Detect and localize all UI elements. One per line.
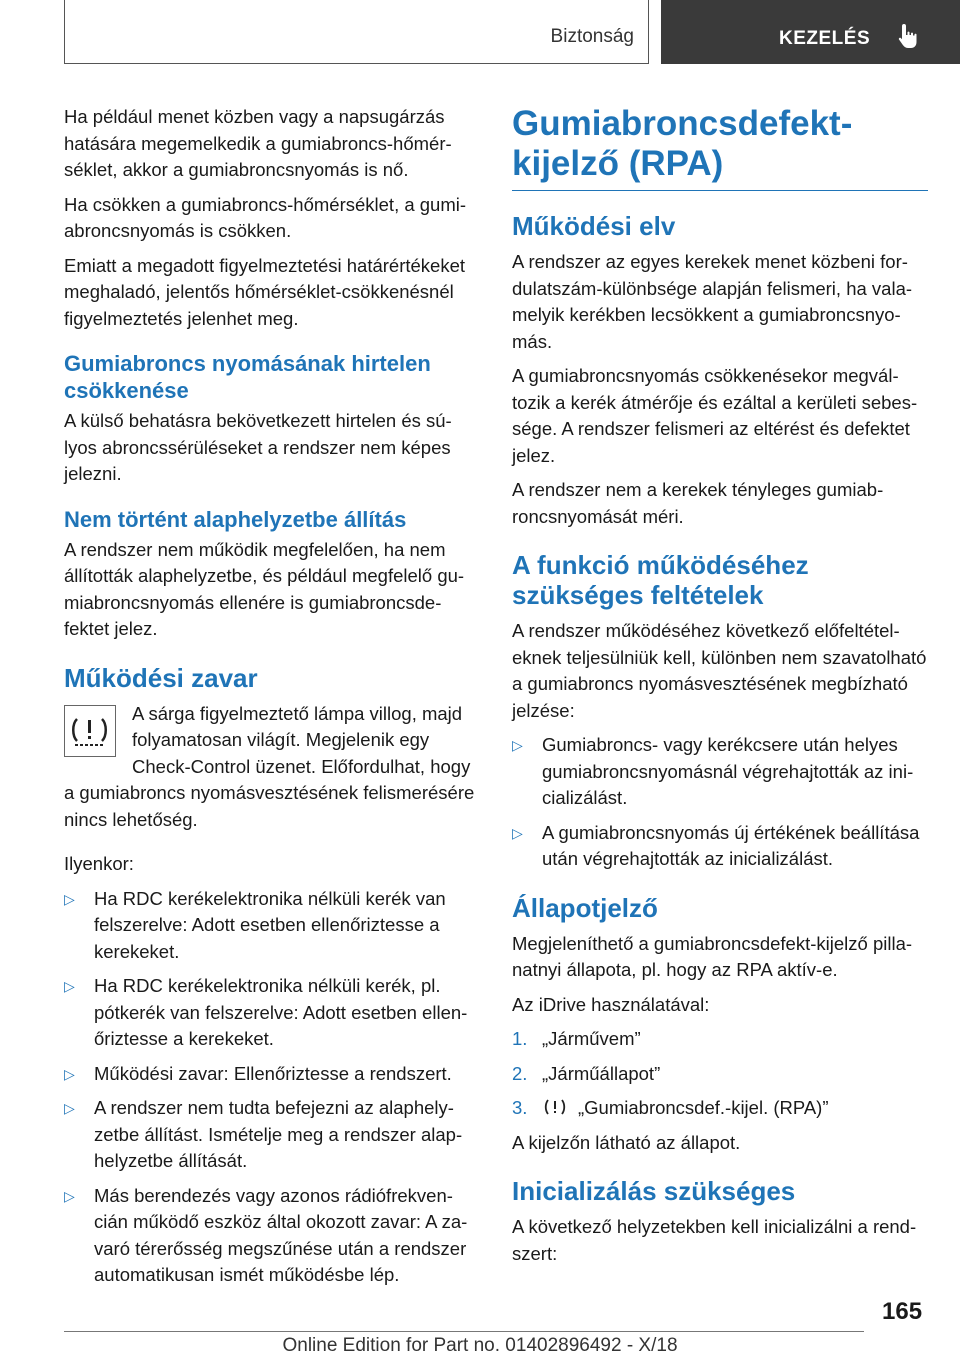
triangle-bullet-icon: ▷ bbox=[512, 737, 523, 753]
triangle-bullet-icon: ▷ bbox=[512, 824, 523, 841]
malfunction-heading: Működési zavar bbox=[64, 662, 258, 693]
ilyenkor-label: Ilyenkor: bbox=[64, 853, 134, 874]
triangle-bullet-icon: ▷ bbox=[64, 1187, 75, 1204]
intro-paragraph: Ha csökken a gumiabroncs-hőmérséklet, a gumiabroncsnyomás is csökken. bbox=[64, 193, 467, 241]
principle-text: A rendszer nem a kerekek tényleges gumiabroncsnyomását méri. bbox=[512, 479, 884, 527]
conditions-text: A rendszer működéséhez következő előfeltételeknek teljesülniük kell, különben nem szavatolható a gumiabroncs nyomásvesztésének megbízható jelzése: bbox=[512, 620, 927, 721]
tire-warning-small-icon bbox=[542, 1097, 568, 1117]
status-text: Megjeleníthető a gumiabroncsdefekt-kijelző pillanatnyi állapota, pl. hogy az RPA aktív-e. bbox=[512, 932, 913, 980]
footer-divider bbox=[64, 1331, 864, 1332]
sudden-loss-heading: Gumiabroncs nyomásának hirtelen csökkenése bbox=[64, 351, 431, 403]
page-title: Gumiabroncsdefekt-kijelző (RPA) bbox=[512, 104, 853, 183]
footer-edition: Online Edition for Part no. 01402896492 - X/18 bbox=[282, 1335, 678, 1356]
principle-text: A gumiabroncsnyomás csökkenésekor megváltozik a kerék átmérője és ezáltal a kerületi sebessége. A rendszer felismeri az eltérést és defektet jelez. bbox=[512, 365, 918, 466]
list-item: ▷ Ha RDC kerékelektronika nélküli kerék, pl. pótkerék van felszerelve: Adott esetben ellenőriztesse a kerekeket. bbox=[64, 975, 468, 1049]
conditions-heading: A funkció működéséhez szükséges feltételek bbox=[512, 550, 809, 610]
status-after-text: A kijelzőn látható az állapot. bbox=[512, 1131, 741, 1153]
header-chapter-title: KEZELÉS bbox=[779, 28, 871, 49]
triangle-bullet-icon: ▷ bbox=[64, 890, 75, 907]
list-item: ▷ A rendszer nem tudta befejezni az alaphelyzetbe állítást. Ismételje meg a rendszer alaphelyzetbe állítását. bbox=[64, 1097, 463, 1171]
list-item: ▷ Működési zavar: Ellenőriztesse a rendszert. bbox=[64, 1061, 476, 1088]
triangle-bullet-icon: ▷ bbox=[64, 1100, 75, 1116]
header-chapter-box bbox=[661, 0, 960, 64]
page-number: 165 bbox=[882, 1298, 923, 1325]
left-column bbox=[64, 104, 476, 1297]
principle-text: A rendszer az egyes kerekek menet közbeni fordulatszám-különbsége alapján felismeri, ha valamelyik kerékben lecsökkent a gumiabroncsnyomás. bbox=[512, 251, 913, 352]
malfunction-text: A sárga figyelmeztető lámpa villog, majd folyamatosan világít. Megjelenik egy Check-Control üzenet. Előfordulhat, hogy a gumiabroncs nyomásvesztésének felismerésére nincs lehetőség. bbox=[64, 702, 475, 830]
intro-paragraph: Emiatt a megadott figyelmeztetési határértékeket meghaladó, jelentős hőmérséklet-csökkenésnél figyelmeztetés jelenhet meg. bbox=[64, 254, 466, 329]
header-section-box bbox=[64, 0, 649, 64]
list-item: 2. „Járműállapot” bbox=[512, 1062, 661, 1084]
hand-pointer-icon bbox=[895, 21, 925, 51]
title-divider bbox=[512, 190, 928, 191]
init-heading: Inicializálás szükséges bbox=[512, 1176, 796, 1206]
no-reset-heading: Nem történt alaphelyzetbe állítás bbox=[64, 506, 407, 532]
right-column bbox=[512, 104, 928, 1275]
header-section-title: Biztonság bbox=[550, 26, 634, 47]
list-item: ▷ Más berendezés vagy azonos rádiófrekvencián működő eszköz által okozott zavar: A zavaró térerősség megszűnése után a rendszer automatikusan ismét működésbe lép. bbox=[64, 1184, 468, 1285]
init-text: A következő helyzetekben kell inicializálni a rendszert: bbox=[512, 1216, 917, 1264]
list-item: ▷ Ha RDC kerékelektronika nélküli kerék van felszerelve: Adott esetben ellenőriztesse a kerekeket. bbox=[64, 887, 446, 962]
intro-paragraph: Ha például menet közben vagy a napsugárzás hatására megemelkedik a gumiabroncs-hőmérséklet, akkor a gumiabroncsnyomás is nő. bbox=[64, 106, 452, 180]
list-item: 1. „Járművem” bbox=[512, 1028, 641, 1049]
sudden-loss-text: A külső behatásra bekövetkezett hirtelen és súlyos abroncssérüléseket a rendszer nem képes jelezni. bbox=[64, 410, 452, 484]
principle-heading: Működési elv bbox=[512, 211, 676, 241]
malfunction-block bbox=[64, 701, 476, 842]
list-item: 3. „Gumiabroncsdef.-kijel. (RPA)” bbox=[512, 1097, 829, 1118]
idrive-text: Az iDrive használatával: bbox=[512, 993, 710, 1015]
triangle-bullet-icon: ▷ bbox=[64, 978, 75, 994]
list-item: ▷ A gumiabroncsnyomás új értékének beállítása után végrehajtották az inicializálást. bbox=[512, 821, 920, 869]
status-heading: Állapotjelző bbox=[512, 892, 658, 923]
list-item: ▷ Gumiabroncs- vagy kerékcsere után helyes gumiabroncsnyomásnál végrehajtották az inicializálást. bbox=[512, 734, 914, 808]
no-reset-text: A rendszer nem működik megfelelően, ha nem állították alaphelyzetbe, és például megfelelő gumiabroncsnyomás ellenére is gumiabroncsdefektet jelez. bbox=[64, 538, 465, 639]
triangle-bullet-icon: ▷ bbox=[64, 1065, 75, 1082]
tire-pressure-warning-icon bbox=[64, 705, 116, 757]
